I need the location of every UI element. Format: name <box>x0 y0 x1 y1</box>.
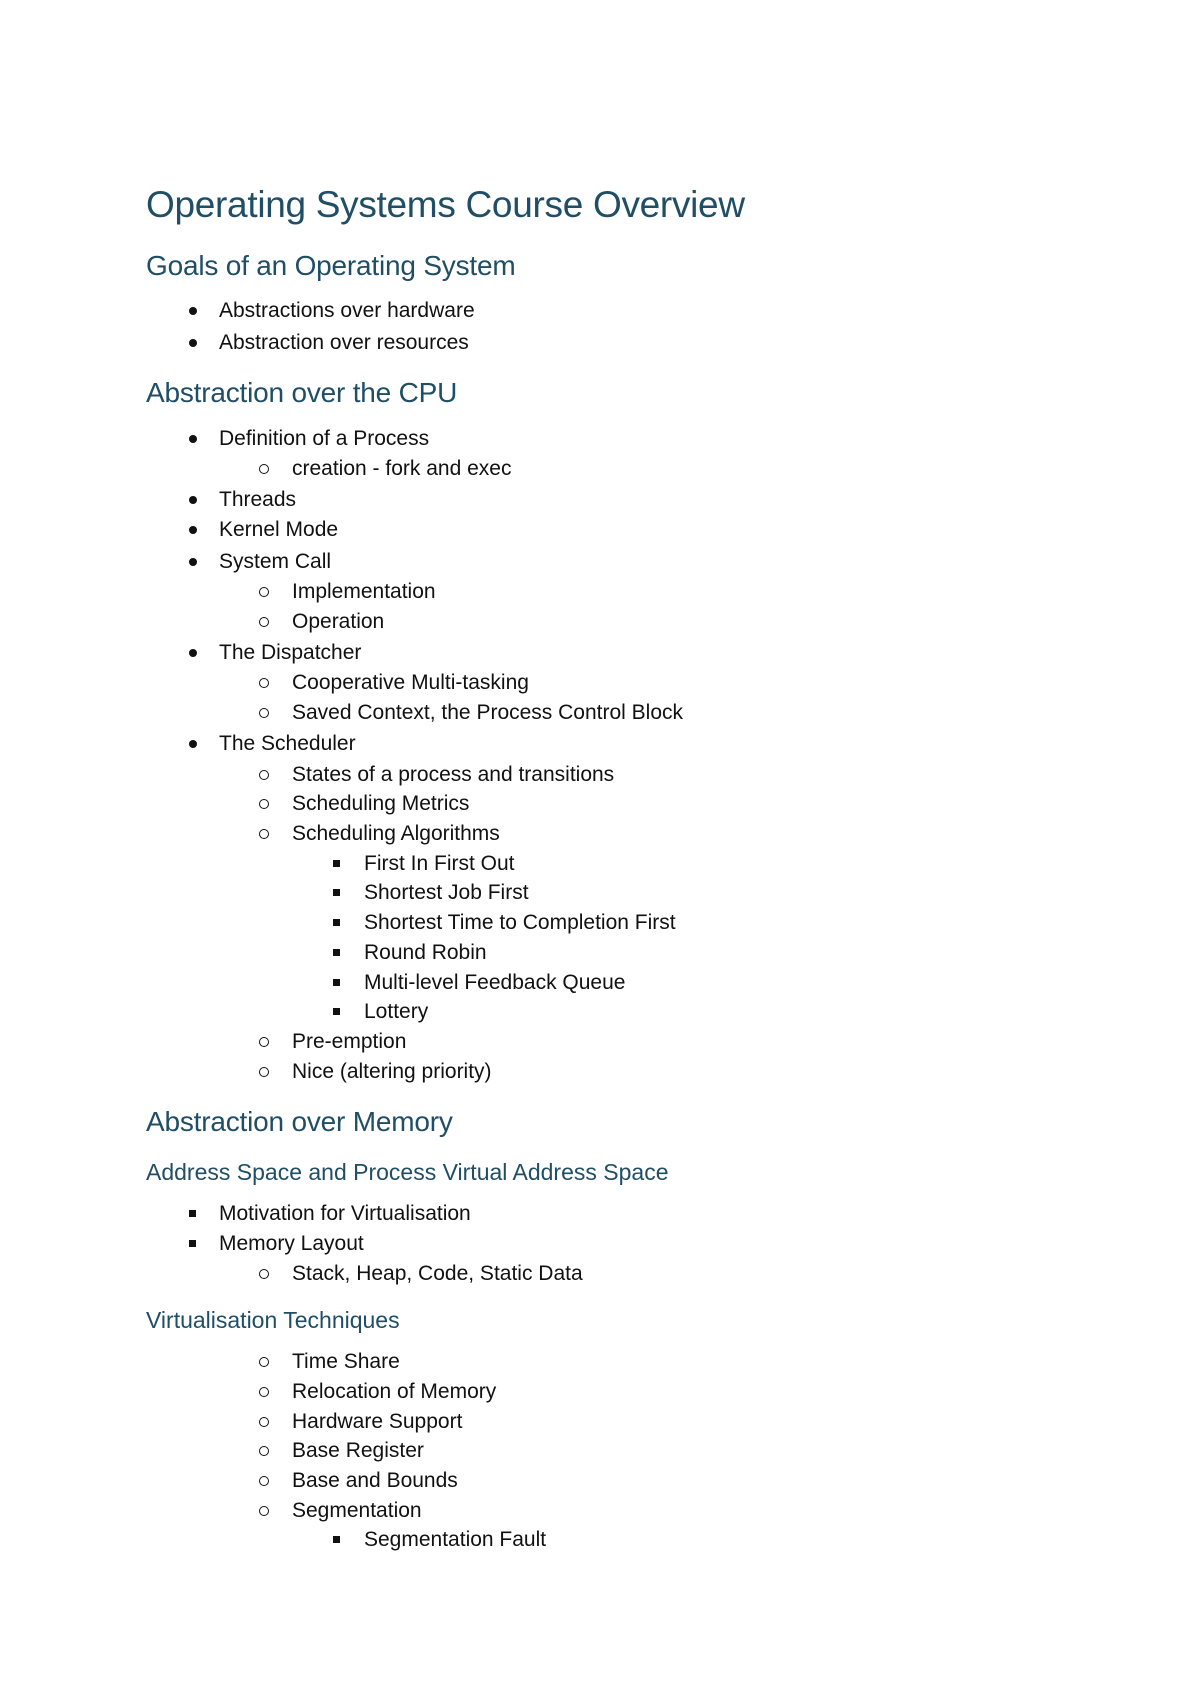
bullet-square-icon <box>327 908 347 938</box>
bullet-disc-icon <box>183 515 203 545</box>
bullet-circle-icon <box>255 1407 275 1437</box>
bullet-circle-icon <box>255 819 275 849</box>
document-page: Operating Systems Course Overview Goals of an Operating System Abstractions over hardware Abstraction over resources Abstraction over the CPU Definition of a Process creation - fork and exec Threads Kernel Mode System Call Implementation Operation The Dispatcher Cooperative Multi-tasking Saved Context, the Process Control Block The Scheduler States of a process and transitions Scheduling Metrics Scheduling Algorithms First In First Out Shortest Job First Shortest Time to Completion First Round Robin Multi-level Feedback Queue Lottery Pre-emption Nice (altering priority) Abstraction over Memory Address Space and Process Virtual Address Space Motivation for Virtualisation Memory Layout Stack, Heap, Code, Static Data Virtualisation Techniques Time Share Relocation of Memory Hardware Support Base Register Base and Bounds Segmentation Segmentation Fault <box>0 0 1200 1696</box>
bullet-square-icon <box>327 1525 347 1555</box>
bullet-square-icon <box>327 938 347 968</box>
bullet-circle-icon <box>255 1027 275 1057</box>
heading-address-space: Address Space and Process Virtual Address Space <box>146 1159 669 1185</box>
bullet-circle-icon <box>255 1466 275 1496</box>
bullet-circle-icon <box>255 1496 275 1526</box>
bullet-circle-icon <box>255 1057 275 1087</box>
bullet-disc-icon <box>183 296 203 326</box>
bullet-circle-icon <box>255 454 275 484</box>
heading-virtualisation: Virtualisation Techniques <box>146 1307 400 1333</box>
bullet-disc-icon <box>183 729 203 759</box>
bullet-circle-icon <box>255 668 275 698</box>
heading-goals: Goals of an Operating System <box>146 250 516 281</box>
bullet-circle-icon <box>255 1436 275 1466</box>
bullet-circle-icon <box>255 760 275 790</box>
bullet-disc-icon <box>183 328 203 358</box>
bullet-disc-icon <box>183 424 203 454</box>
bullet-disc-icon <box>183 485 203 515</box>
bullet-circle-icon <box>255 698 275 728</box>
document-title: Operating Systems Course Overview <box>146 184 745 225</box>
heading-memory: Abstraction over Memory <box>146 1106 453 1137</box>
bullet-square-icon <box>183 1199 203 1229</box>
bullet-disc-icon <box>183 638 203 668</box>
bullet-circle-icon <box>255 607 275 637</box>
bullet-square-icon <box>327 997 347 1027</box>
bullet-circle-icon <box>255 577 275 607</box>
bullet-square-icon <box>327 849 347 879</box>
bullet-disc-icon <box>183 547 203 577</box>
bullet-square-icon <box>327 878 347 908</box>
bullet-square-icon <box>183 1229 203 1259</box>
bullet-circle-icon <box>255 789 275 819</box>
bullet-square-icon <box>327 968 347 998</box>
bullet-circle-icon <box>255 1259 275 1289</box>
bullet-circle-icon <box>255 1347 275 1377</box>
heading-cpu: Abstraction over the CPU <box>146 377 458 408</box>
bullet-circle-icon <box>255 1377 275 1407</box>
